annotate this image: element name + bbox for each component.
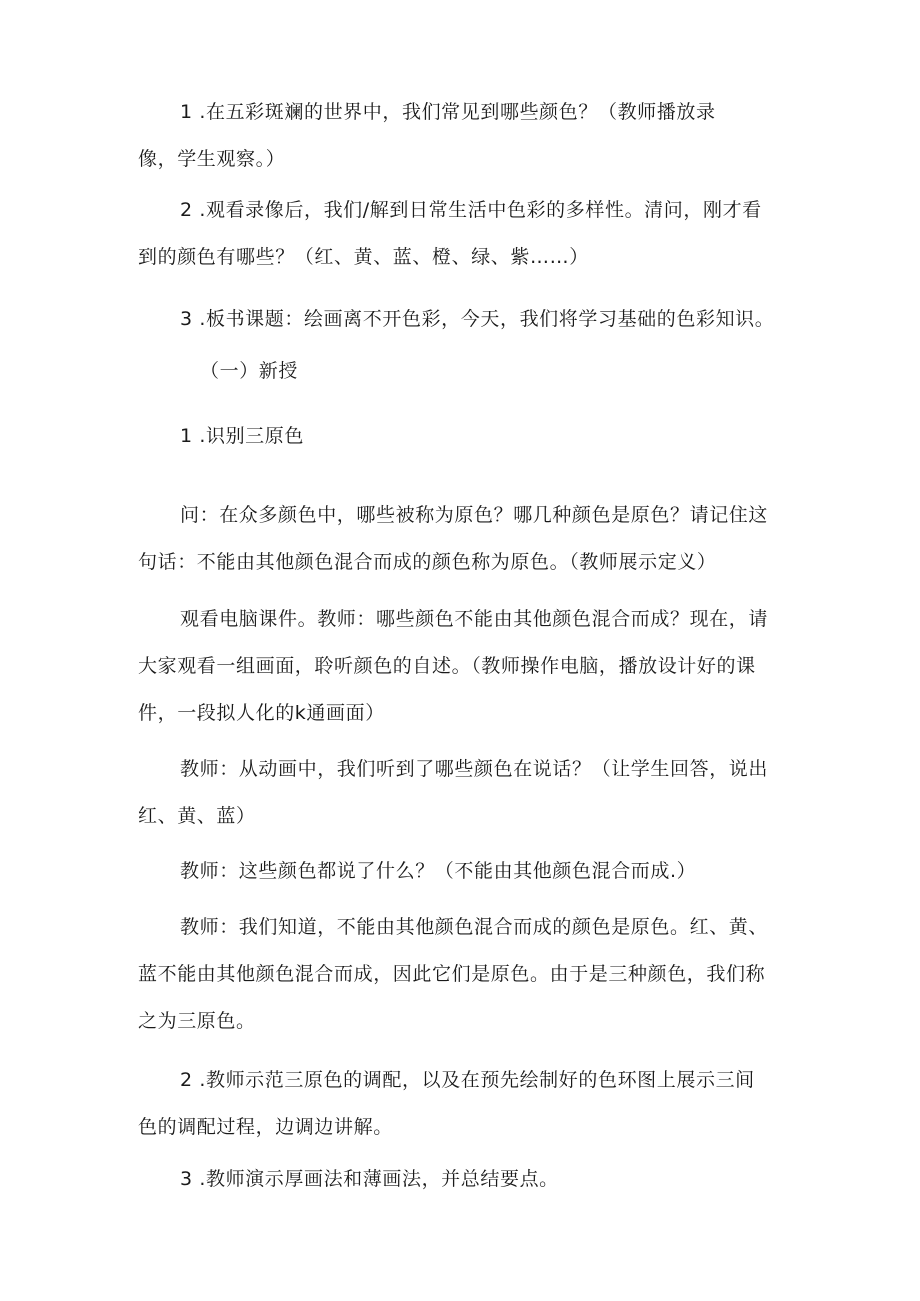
paragraph-line: 观看电脑课件。教师：哪些颜色不能由其他颜色混合而成？现在，请 [180, 608, 769, 630]
paragraph-line: 大家观看一组画面，聆听颜色的自述。（教师操作电脑，播放设计好的课 [138, 655, 756, 677]
paragraph-line: 件，一段拟人化的k通画面） [138, 702, 385, 724]
paragraph-teacher-3 [138, 904, 788, 1045]
paragraph-line: 红、黄、蓝） [138, 805, 256, 827]
paragraph-courseware [138, 596, 788, 737]
paragraph-step-2 [138, 1057, 788, 1151]
paragraph-line: 蓝不能由其他颜色混合而成，因此它们是原色。由于是三种颜色，我们称 [138, 963, 766, 985]
section-heading-text: （一）新授 [200, 360, 299, 382]
paragraph-line: 像，学生观察。） [138, 148, 286, 170]
paragraph-teacher-1 [138, 746, 788, 840]
step-heading-text: 1 .识别三原色 [180, 425, 304, 447]
paragraph-line: 问：在众多颜色中，哪些被称为原色？哪几种颜色是原色？请记住这 [180, 504, 769, 526]
paragraph-line: 2 .教师示范三原色的调配，以及在预先绘制好的色环图上展示三间 [180, 1069, 755, 1091]
paragraph-line: 1 .在五彩斑斓的世界中，我们常见到哪些颜色？（教师播放录 [180, 101, 716, 123]
paragraph-step-3 [138, 1156, 788, 1203]
paragraph-line: 句话：不能由其他颜色混合而成的颜色称为原色。（教师展示定义） [138, 551, 717, 573]
paragraph-line: 教师：这些颜色都说了什么？（不能由其他颜色混合而成.） [180, 860, 697, 882]
section-heading-new [138, 348, 788, 395]
paragraph-line: 色的调配过程，边调边讲解。 [138, 1116, 393, 1138]
paragraph-line: 到的颜色有哪些？（红、黄、蓝、橙、绿、紫……） [138, 246, 589, 268]
paragraph-line: 2 .观看录像后，我们/解到日常生活中色彩的多样性。清问，刚才看 [180, 199, 762, 221]
paragraph-line: 之为三原色。 [138, 1010, 256, 1032]
paragraph-line: 教师：我们知道，不能由其他颜色混合而成的颜色是原色。红、黄、 [180, 916, 769, 938]
step-heading-1 [138, 413, 788, 460]
paragraph-intro-2 [138, 187, 788, 281]
paragraph-teacher-2 [138, 848, 788, 895]
paragraph-line: 3 .教师演示厚画法和薄画法，并总结要点。 [180, 1168, 559, 1190]
paragraph-question [138, 492, 788, 586]
paragraph-intro-3 [138, 296, 788, 343]
paragraph-line: 3 .板书课题：绘画离不开色彩，今天，我们将学习基础的色彩知识。 [180, 308, 775, 330]
paragraph-line: 教师：从动画中，我们听到了哪些颜色在说话？（让学生回答，说出 [180, 758, 769, 780]
paragraph-intro-1 [138, 89, 788, 183]
